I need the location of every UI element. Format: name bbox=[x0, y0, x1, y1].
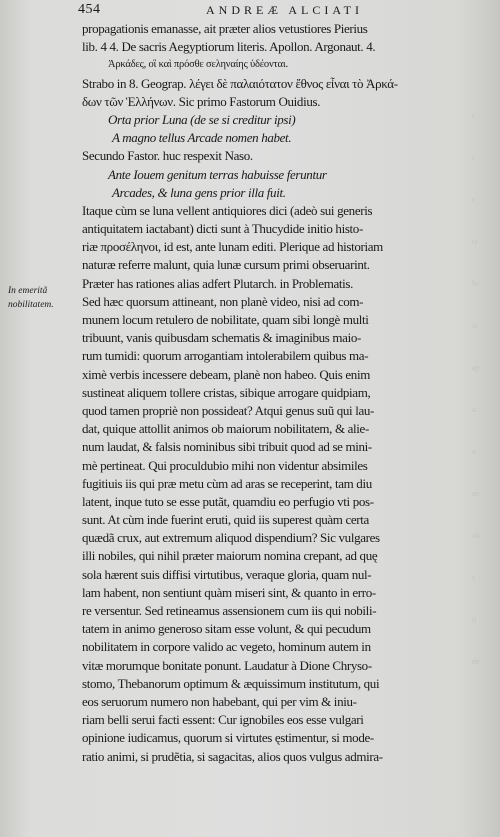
text-line: propagationis emanasse, ait præter alios vetustiores Pierius bbox=[82, 21, 368, 36]
text-line: sunt. At cùm inde fuerint eruti, quid iis superest quàm certa bbox=[82, 512, 369, 528]
text-line: Præter has rationes alias adfert Plutarch. in Problematis. bbox=[82, 275, 354, 291]
bleed-through-fragment: ci bbox=[472, 237, 478, 246]
marginal-note-line: nobilitatem. bbox=[8, 300, 54, 310]
bleed-through-fragment: lo bbox=[472, 279, 479, 288]
text-line: vitæ morumque bonitate ponunt. Laudatur à Dione Chryso- bbox=[82, 657, 372, 673]
text-line: lib. 4 4. De sacris Aegyptiorum literis. Apollon. Argonaut. 4. bbox=[82, 39, 376, 55]
text-line: Sed hæc quorsum attineant, non planè video, nisi ad com- bbox=[82, 293, 364, 309]
bleed-through-fragment: ti bbox=[472, 615, 477, 624]
text-line: latent, inque tuto se esse putãt, quamdiu eo perfugio vti pos- bbox=[82, 493, 374, 509]
text-line: tribuunt, vanis quibusdam schematis & imaginibus maio- bbox=[82, 330, 361, 346]
bleed-through-fragment: ap bbox=[472, 363, 480, 372]
bleed-through-fragment: de bbox=[472, 657, 480, 666]
text-line: eos seruorum numero non habebant, qui per vim & iniu- bbox=[82, 693, 357, 709]
bleed-through-fragment: is bbox=[472, 321, 478, 330]
bleed-through-fragment: n bbox=[472, 447, 476, 456]
bleed-through-fragment: ns bbox=[472, 489, 480, 498]
text-line: illi nobiles, qui nihil præter maiorum nomina crepant, ad quę bbox=[82, 548, 378, 564]
text-line: fugitiuis iis qui præ metu cùm ad aras se receperint, tam diu bbox=[82, 475, 372, 491]
text-line: re versentur. Sed retineamus assensionem cum iis qui nobili- bbox=[82, 603, 377, 618]
greek-quotation-line: Ἀρκάδες, οἳ καὶ πρόσθε σεληναίης ὑδέονται. bbox=[108, 59, 288, 71]
text-line: riæ προσέληνοι, id est, ante lunam editi. Plerique ad historiam bbox=[82, 239, 383, 255]
text-line: lam habent, non sentiunt quàm miseri sint, & quanto in erro- bbox=[82, 584, 376, 600]
text-line: munem locum retulero de nobilitate, quam sibi longè multi bbox=[82, 312, 369, 327]
text-line: ximè verbis incessere debeam, planè non habeo. Quis enim bbox=[82, 366, 370, 382]
text-line: quod tamen propriè non possideat? Atqui genus suũ qui lau- bbox=[82, 402, 375, 418]
text-line: mè pertineat. Qui proculdubio mihi non videntur absimiles bbox=[82, 457, 368, 473]
page-number: 454 bbox=[78, 2, 101, 17]
text-line: δων τῶν Ἑλλήνων. Sic primo Fastorum Ouidius. bbox=[82, 93, 321, 109]
text-line: sustineat aliquem tollere cristas, sibique arrogare quidpiam, bbox=[82, 384, 371, 400]
verse-line: Orta prior Luna (de se si creditur ipsi) bbox=[108, 111, 296, 127]
body-text bbox=[82, 20, 487, 766]
text-line: nobilitatem in corpore valido ac vegeto, hominum autem in bbox=[82, 639, 371, 655]
running-head bbox=[78, 2, 478, 18]
text-line: stomo, Thebanorum optimum & æquissimum institutum, qui bbox=[82, 675, 380, 691]
marginal-note bbox=[8, 284, 78, 312]
bleed-through-fragment: r bbox=[472, 195, 475, 204]
text-line: Secundo Fastor. huc respexit Naso. bbox=[82, 148, 253, 164]
text-line: riam belli serui facti essent: Cur ignobiles eos esse vulgari bbox=[82, 712, 364, 728]
text-line: opinione iudicamus, quorum si virtutes ęstimentur, si mode- bbox=[82, 730, 374, 746]
bleed-through-fragment: c. bbox=[472, 111, 478, 120]
bleed-through-fragment: ob bbox=[472, 531, 480, 540]
text-line: ratio animi, si prudẽtia, si sagacitas, alios quos vulgus admira- bbox=[82, 748, 383, 764]
text-line: rum tumidi: quorum arrogantiam intolerabilem quibus ma- bbox=[82, 348, 369, 364]
text-line: quædã crux, aut extremum aliquod dispendium? Sic vulgares bbox=[82, 530, 380, 546]
running-title: ANDREÆ ALCIATI bbox=[206, 3, 363, 17]
verse-line: A magno tellus Arcade nomen habet. bbox=[112, 130, 292, 146]
text-line: num laudat, & falsis nominibus sibi tribuit quod ad se mini- bbox=[82, 439, 372, 455]
text-line: dat, quique attollit animos ob maiorum nobilitatem, & alie- bbox=[82, 421, 369, 437]
text-line: naturæ referre malunt, quia lunæ cursum primi obseruarint. bbox=[82, 257, 370, 273]
text-line: Strabo in 8. Geograp. λέγει δὲ παλαιότατον ἔθνος εἶναι τὸ Ἀρκά- bbox=[82, 75, 398, 91]
verse-line: Ante Iouem genitum terras habuisse feruntur bbox=[108, 166, 327, 182]
bleed-through-fragment: s bbox=[472, 573, 476, 582]
text-line: sola hærent suis diffisi virtutibus, veraque gloria, quam nul- bbox=[82, 566, 372, 582]
marginal-note-line: In emeritã bbox=[8, 286, 48, 296]
verse-line: Arcades, & luna gens prior illa fuit. bbox=[112, 184, 286, 200]
text-line: tatem in animo generoso sitam esse volunt, & qui pecudum bbox=[82, 621, 371, 637]
bleed-through-fragment: a: bbox=[472, 405, 478, 414]
bleed-through-fragment: c bbox=[472, 153, 476, 162]
text-line: Itaque cùm se luna vellent antiquiores dici (adeò sui generis bbox=[82, 202, 373, 218]
text-line: antiquitatem iactabant) dicti sunt à Thucydide initio histo- bbox=[82, 221, 363, 237]
